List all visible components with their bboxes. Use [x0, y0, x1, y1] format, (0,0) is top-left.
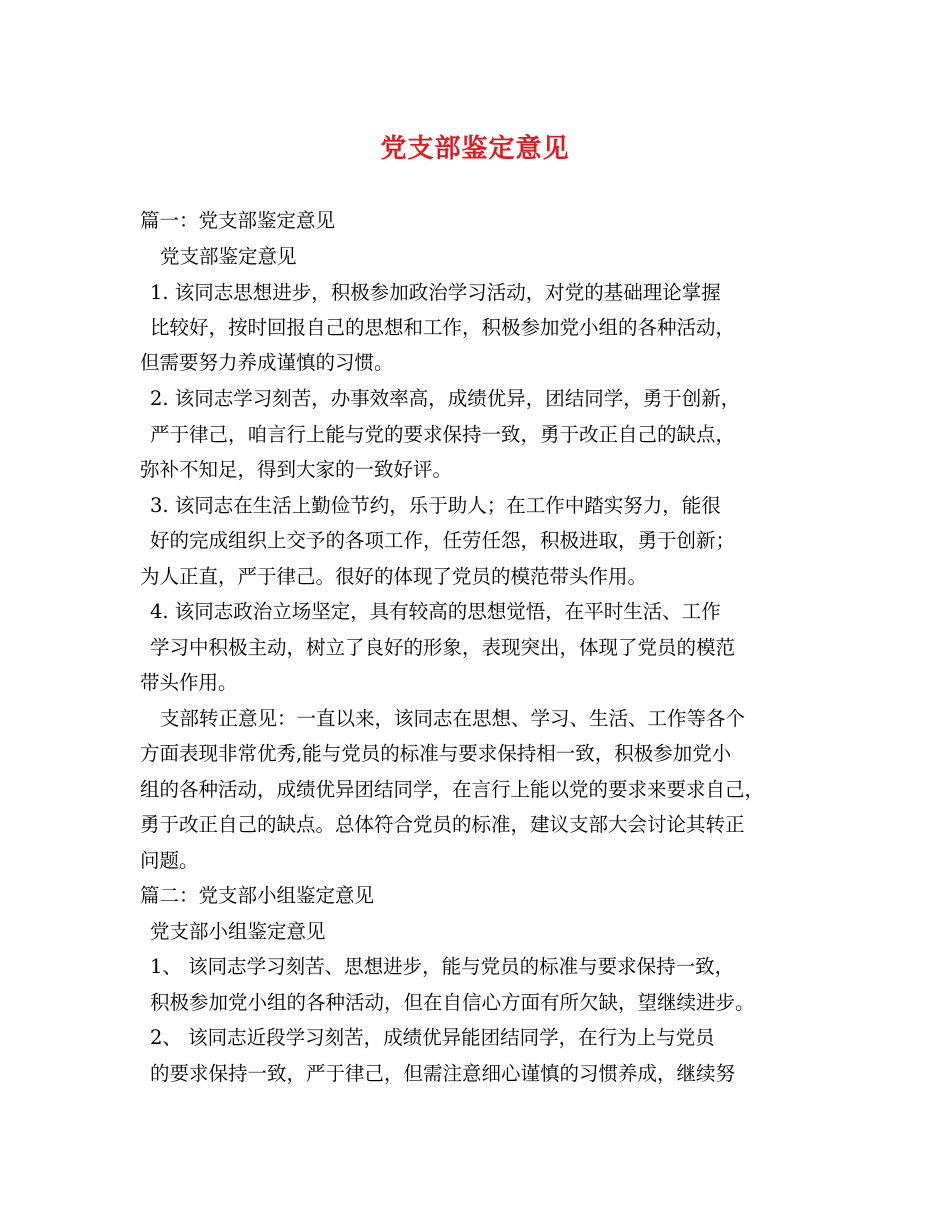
paragraph-line: 2、 该同志近段学习刻苦，成绩优异能团结同学，在行为上与党员: [150, 1026, 715, 1049]
paragraph-line: 组的各种活动，成绩优异团结同学，在言行上能以党的要求来要求自己，: [140, 778, 765, 801]
section-heading-2: 篇二：党支部小组鉴定意见: [140, 884, 375, 907]
paragraph-line: 为人正直，严于律己。很好的体现了党员的模范带头作用。: [140, 565, 648, 588]
paragraph-line: 的要求保持一致，严于律己，但需注意细心谨慎的习惯养成，继续努: [150, 1062, 736, 1085]
paragraph-line: 1. 该同志思想进步，积极参加政治学习活动，对党的基础理论掌握: [150, 281, 721, 304]
paragraph-line: 但需要努力养成谨慎的习惯。: [140, 351, 394, 374]
section-heading-1: 篇一：党支部鉴定意见: [140, 209, 336, 232]
paragraph-line: 比较好，按时回报自己的思想和工作，积极参加党小组的各种活动，: [150, 316, 736, 339]
section-subheading-1: 党支部鉴定意见: [160, 245, 297, 268]
paragraph-line: 积极参加党小组的各种活动，但在自信心方面有所欠缺，望继续进步。: [150, 991, 755, 1014]
paragraph-line: 好的完成组织上交予的各项工作，任劳任怨，积极进取，勇于创新；: [150, 529, 736, 552]
paragraph-line: 3. 该同志在生活上勤俭节约，乐于助人；在工作中踏实努力，能很: [150, 494, 721, 517]
section-subheading-2: 党支部小组鉴定意见: [150, 920, 326, 943]
paragraph-line: 支部转正意见：一直以来，该同志在思想、学习、生活、工作等各个: [160, 707, 746, 730]
paragraph-line: 4. 该同志政治立场坚定，具有较高的思想觉悟，在平时生活、工作: [150, 600, 721, 623]
paragraph-line: 严于律己，咱言行上能与党的要求保持一致，勇于改正自己的缺点，: [150, 423, 736, 446]
paragraph-line: 带头作用。: [140, 671, 238, 694]
paragraph-line: 问题。: [140, 849, 199, 872]
paragraph-line: 弥补不知足，得到大家的一致好评。: [140, 458, 453, 481]
paragraph-line: 勇于改正自己的缺点。总体符合党员的标准，建议支部大会讨论其转正: [140, 813, 745, 836]
paragraph-line: 2. 该同志学习刻苦，办事效率高，成绩优异，团结同学，勇于创新，: [150, 387, 741, 410]
document-title: 党支部鉴定意见: [380, 134, 570, 164]
paragraph-line: 学习中积极主动，树立了良好的形象，表现突出，体现了党员的模范: [150, 636, 736, 659]
paragraph-line: 方面表现非常优秀,能与党员的标准与要求保持相一致，积极参加党小: [140, 742, 732, 765]
paragraph-line: 1、 该同志学习刻苦、思想进步，能与党员的标准与要求保持一致，: [150, 955, 735, 978]
